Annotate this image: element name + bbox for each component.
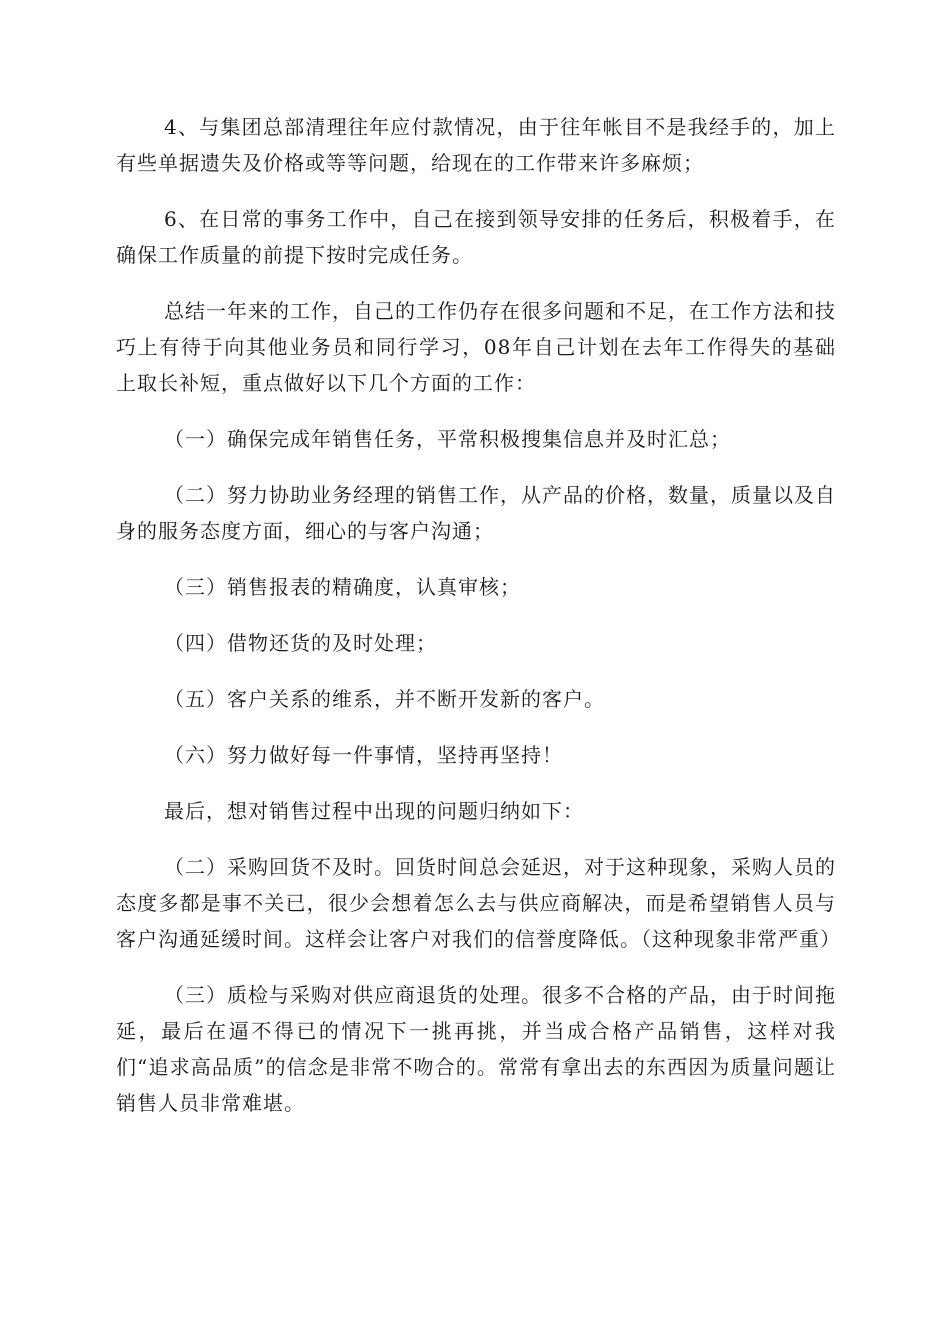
paragraph-plan-item-2: （二）努力协助业务经理的销售工作，从产品的价格，数量，质量以及自身的服务态度方面，细心的与客户沟通； (116, 483, 836, 543)
paragraph-payables-cleanup: 4、与集团总部清理往年应付款情况，由于往年帐目不是我经手的，加上有些单据遗失及价格或等等问题，给现在的工作带来许多麻烦； (116, 115, 836, 175)
paragraph-issue-quality-returns: （三）质检与采购对供应商退货的处理。很多不合格的产品，由于时间拖延，最后在逼不得已的情况下一挑再挑，并当成合格产品销售，这样对我们“追求高品质”的信念是非常不吻合的。常常有拿出去的东西因为质量问题让销售人员非常难堪。 (116, 983, 836, 1115)
paragraph-plan-item-4: （四）借物还货的及时处理； (164, 631, 437, 655)
paragraph-daily-tasks: 6、在日常的事务工作中，自己在接到领导安排的任务后，积极着手，在确保工作质量的前提下按时完成任务。 (116, 207, 836, 267)
paragraph-plan-item-6: （六）努力做好每一件事情，坚持再坚持！ (164, 743, 563, 767)
paragraph-issues-intro: 最后，想对销售过程中出现的问题归纳如下： (164, 799, 584, 823)
paragraph-issue-procurement-delay: （二）采购回货不及时。回货时间总会延迟，对于这种现象，采购人员的态度多都是事不关已，很少会想着怎么去与供应商解决，而是希望销售人员与客户沟通延缓时间。这样会让客户对我们的信誉度降低。（这种现象非常严重） (116, 855, 841, 951)
paragraph-plan-item-5: （五）客户关系的维系，并不断开发新的客户。 (164, 687, 605, 711)
document-body (116, 109, 841, 1141)
paragraph-plan-item-1: （一）确保完成年销售任务，平常积极搜集信息并及时汇总； (164, 427, 731, 451)
paragraph-year-summary: 总结一年来的工作，自己的工作仍存在很多问题和不足，在工作方法和技巧上有待于向其他业务员和同行学习，08年自己计划在去年工作得失的基础上取长补短，重点做好以下几个方面的工作： (116, 299, 836, 395)
paragraph-plan-item-3: （三）销售报表的精确度，认真审核； (164, 575, 521, 599)
